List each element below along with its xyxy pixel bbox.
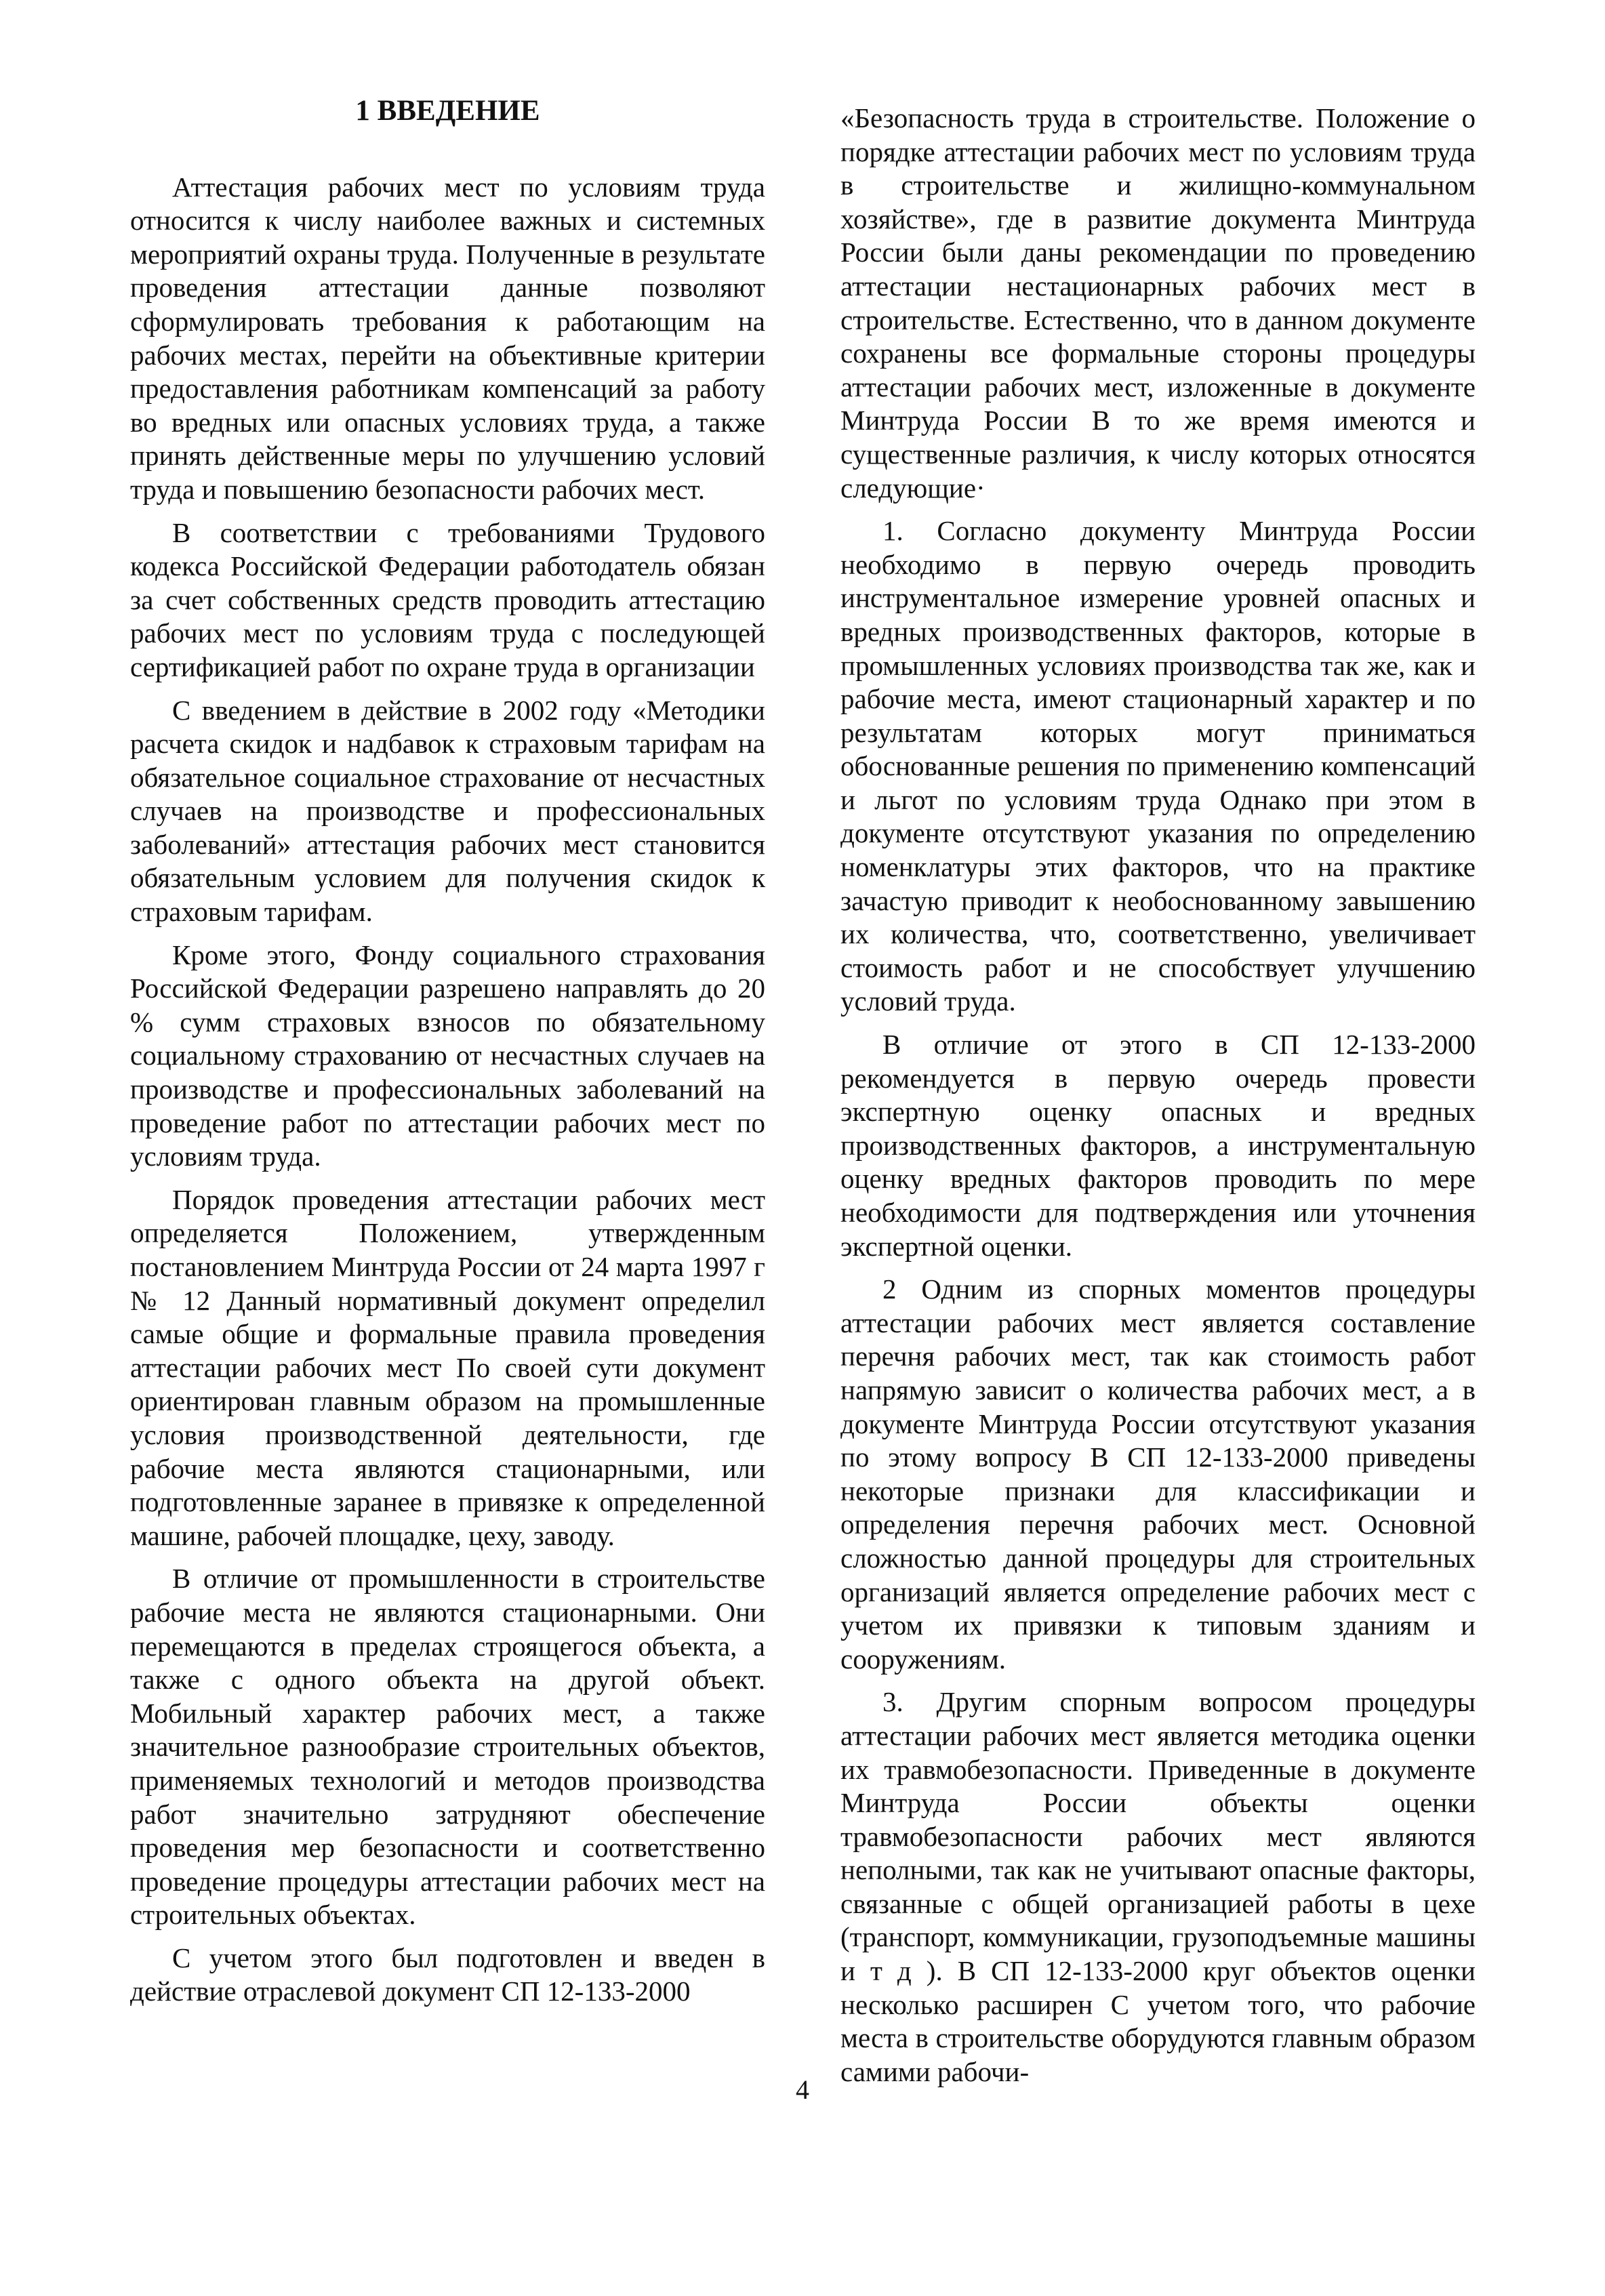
paragraph-continuation: «Безопасность труда в строительстве. Положение о порядке аттестации рабочих мест по условиям труда в строительстве и жилищно-коммунальном хозяйстве», где в развитие документа Минтруда России были даны рекомендации по проведению аттестации нестационарных рабочих мест в строительстве. Естественно, что в данном документе сохранены все формальные стороны процедуры аттестации рабочих мест, изложенные в документе Минтруда России В то же время имеются и существенные различия, к числу которых относятся следующие· — [840, 102, 1476, 504]
section-heading: 1 ВВЕДЕНИЕ — [355, 95, 540, 127]
right-column — [840, 102, 1476, 2098]
paragraph: Кроме этого, Фонду социального страхования Российской Федерации разрешено направлять до 20 % сумм страховых взносов по обязательному социальному страхованию от несчастных случаев на производстве и профессиональных заболеваний на проведение работ по аттестации рабочих мест по условиям труда. — [130, 939, 765, 1172]
paragraph: В соответствии с требованиями Трудового кодекса Российской Федерации работодатель обязан за счет собственных средств проводить аттестацию рабочих мест по условиям труда с последующей сертификацией работ по охране труда в организации — [130, 516, 765, 682]
paragraph: 3. Другим спорным вопросом процедуры аттестации рабочих мест является методика оценки их травмобезопасности. Приведенные в документе Минтруда России объекты оценки травмобезопасности рабочих мест являются неполными, так как не учитывают опасные факторы, связанные с общей организацией работы в цехе (транспорт, коммуникации, грузоподъемные машины и т д ). В СП 12-133-2000 круг объектов оценки несколько расширен С учетом того, что рабочие места в строительстве оборудуются главным образом самими рабочи- — [840, 1686, 1476, 2087]
left-column — [130, 94, 765, 2018]
paragraph: Аттестация рабочих мест по условиям труда относится к числу наиболее важных и системных мероприятий охраны труда. Полученные в результате проведения аттестации данные позволяют сформулировать требования к работающим на рабочих местах, перейти на объективные критерии предоставления работникам компенсаций за работу во вредных или опасных условиях труда, а также принять действенные меры по улучшению условий труда и повышению безопасности рабочих мест. — [130, 171, 765, 505]
paragraph: 2 Одним из спорных моментов процедуры аттестации рабочих мест является составление перечня рабочих мест, так как стоимость работ напрямую зависит о количества рабочих мест, а в документе Минтруда России отсутствуют указания по этому вопросу В СП 12-133-2000 приведены некоторые признаки для классификации и определения перечня рабочих мест. Основной сложностью данной процедуры для строительных организаций является определение рабочих мест с учетом их привязки к типовым зданиям и сооружениям. — [840, 1273, 1476, 1675]
page-number: 4 — [796, 2074, 809, 2105]
paragraph: В отличие от промышленности в строительстве рабочие места не являются стационарными. Они перемещаются в пределах строящегося объекта, а также с одного объекта на другой объект. Мобильный характер рабочих мест, а также значительное разнообразие строительных объектов, применяемых технологий и методов производства работ значительно затрудняют обеспечение проведения мер безопасности и соответственно проведение процедуры аттестации рабочих мест на строительных объектах. — [130, 1563, 765, 1931]
paragraph: В отличие от этого в СП 12-133-2000 рекомендуется в первую очередь провести экспертную оценку опасных и вредных производственных факторов, а инструментальную оценку вредных факторов проводить по мере необходимости для подтверждения или уточнения экспертной оценки. — [840, 1029, 1476, 1262]
paragraph: 1. Согласно документу Минтруда России необходимо в первую очередь проводить инструментальное измерение уровней опасных и вредных производственных факторов, которые в промышленных условиях производства так же, как и рабочие места, имеют стационарный характер и по результатам которых могут приниматься обоснованные решения по применению компенсаций и льгот по условиям труда Однако при этом в документе отсутствуют указания по определению номенклатуры этих факторов, что на практике зачастую приводит к необоснованному завышению их количества, что, соответственно, увеличивает стоимость работ и не способствует улучшению условий труда. — [840, 515, 1476, 1017]
paragraph: С учетом этого был подготовлен и введен в действие отраслевой документ СП 12-133-2000 — [130, 1942, 765, 2007]
paragraph: С введением в действие в 2002 году «Методики расчета скидок и надбавок к страховым тарифам на обязательное социальное страхование от несчастных случаев на производстве и профессиональных заболеваний» аттестация рабочих мест становится обязательным условием для получения скидок к страховым тарифам. — [130, 694, 765, 928]
paragraph: Порядок проведения аттестации рабочих мест определяется Положением, утвержденным постановлением Минтруда России от 24 марта 1997 г № 12 Данный нормативный документ определил самые общие и формальные правила проведения аттестации рабочих мест По своей сути документ ориентирован главным образом на промышленные условия производственной деятельности, где рабочие места являются стационарными, или подготовленные заранее в привязке к определенной машине, рабочей площадке, цеху, заводу. — [130, 1183, 765, 1551]
